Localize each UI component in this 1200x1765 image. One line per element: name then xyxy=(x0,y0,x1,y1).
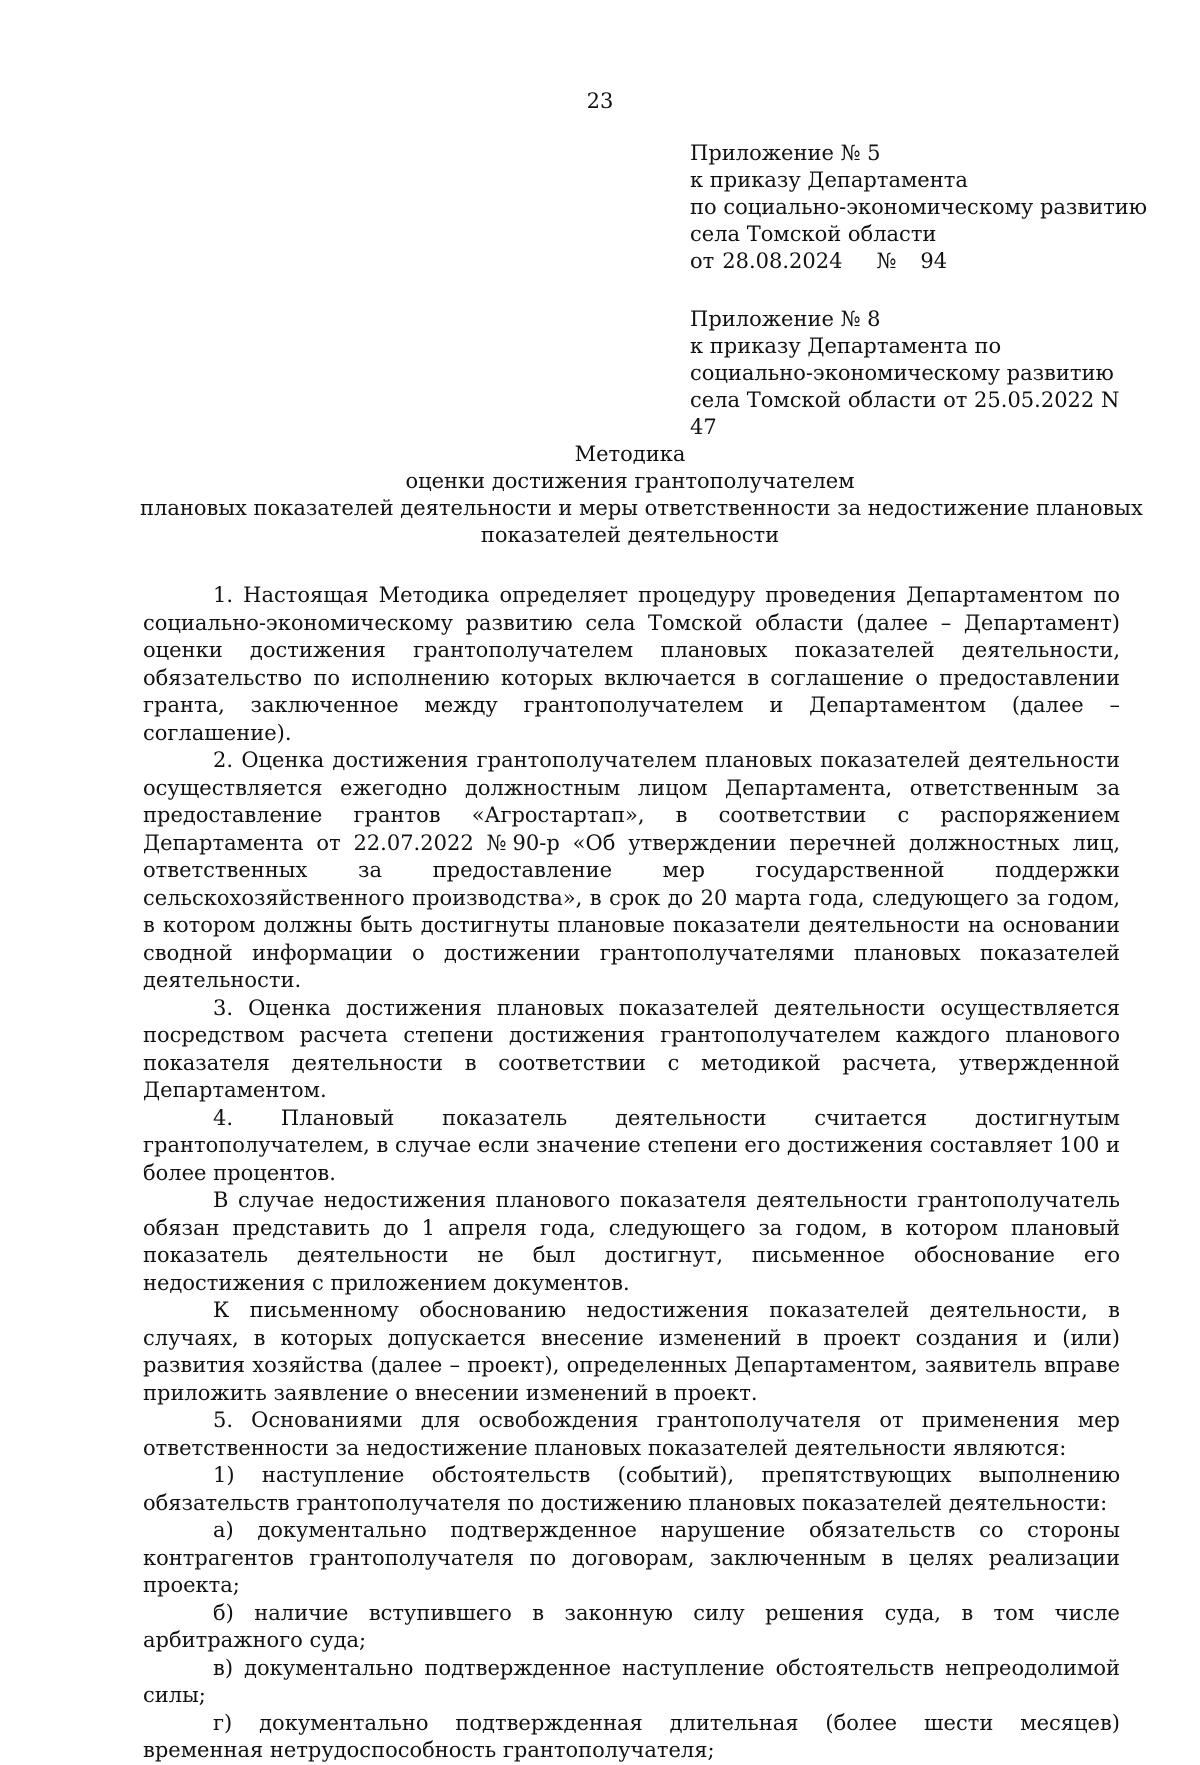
appendix-5-line: по социально-экономическому развитию xyxy=(690,195,1148,219)
title-line: оценки достижения грантополучателем xyxy=(405,469,855,493)
appendix-8-text: к приказу Департамента по социально-экономическому развитию села Томской области от 25.05.2022 N 47 xyxy=(690,334,1120,439)
appendix-5-heading: Приложение № 5 xyxy=(690,141,881,165)
paragraph: 1. Настоящая Методика определяет процедуру проведения Департаментом по социально-экономическому развитию села Томской области (далее – Департамент) оценки достижения грантополучателем плановых показателей деятельности, обязательство по исполнению которых включается в соглашение о предоставлении гранта, заключенное между грантополучателем и Департаментом (далее – соглашение). xyxy=(143,583,1120,745)
paragraph: в) документально подтвержденное наступление обстоятельств непреодолимой силы; xyxy=(143,1655,1120,1707)
appendix-5-date-line xyxy=(690,248,1130,275)
paragraph: 5. Основаниями для освобождения грантополучателя от применения мер ответственности за недостижение плановых показателей деятельности являются: xyxy=(143,1408,1120,1460)
date-prefix: от xyxy=(690,249,715,273)
document-title xyxy=(140,441,1143,549)
document-body xyxy=(143,582,1120,1765)
paragraph: В случае недостижения планового показателя деятельности грантополучатель обязан представить до 1 апреля года, следующего за годом, в котором плановый показатель деятельности не был достигнут, письменное обоснование его недостижения с приложением документов. xyxy=(143,1188,1120,1295)
title-line: показателей деятельности xyxy=(480,523,780,547)
appendix-5-line: к приказу Департамента xyxy=(690,168,968,192)
paragraph: 1) наступление обстоятельств (событий), препятствующих выполнению обязательств грантополучателя по достижению плановых показателей деятельности: xyxy=(143,1463,1120,1515)
paragraph: 4. Плановый показатель деятельности считается достигнутым грантополучателем, в случае если значение степени его достижения составляет 100 и более процентов. xyxy=(143,1105,1120,1185)
number-sign: № xyxy=(876,249,897,273)
paragraph: б) наличие вступившего в законную силу решения суда, в том числе арбитражного суда; xyxy=(143,1600,1120,1652)
paragraph: 3. Оценка достижения плановых показателей деятельности осуществляется посредством расчета степени достижения грантополучателем каждого планового показателя деятельности в соответствии с методикой расчета, утвержденной Департаментом. xyxy=(143,995,1120,1102)
title-line: Методика xyxy=(574,442,686,466)
page-number: 23 xyxy=(586,89,614,113)
appendix-5-line: села Томской области xyxy=(690,222,937,246)
order-date: 28.08.2024 xyxy=(722,249,843,273)
appendix-8-heading: Приложение № 8 xyxy=(690,307,881,331)
title-line: плановых показателей деятельности и меры ответственности за недостижение плановых xyxy=(140,496,1143,520)
appendix-8-block xyxy=(690,306,1130,441)
order-number: 94 xyxy=(920,249,948,273)
paragraph: 2. Оценка достижения грантополучателем плановых показателей деятельности осуществляется ежегодно должностным лицом Департамента, ответственным за предоставление грантов «Агростартап», в соответствии с распоряжением Департамента от 22.07.2022 №90-р «Об утверждении перечней должностных лиц, ответственных за предоставление мер государственной поддержки сельскохозяйственного производства», в срок до 20 марта года, следующего за годом, в котором должны быть достигнуты плановые показатели деятельности на основании сводной информации о достижении грантополучателями плановых показателей деятельности. xyxy=(143,748,1120,992)
appendix-5-block xyxy=(690,140,1148,275)
paragraph: К письменному обоснованию недостижения показателей деятельности, в случаях, в которых допускается внесение изменений в проект создания и (или) развития хозяйства (далее – проект), определенных Департаментом, заявитель вправе приложить заявление о внесении изменений в проект. xyxy=(143,1298,1120,1405)
paragraph: г) документально подтвержденная длительная (более шести месяцев) временная нетрудоспособность грантополучателя; xyxy=(143,1710,1120,1762)
paragraph: а) документально подтвержденное нарушение обязательств со стороны контрагентов грантополучателя по договорам, заключенным в целях реализации проекта; xyxy=(143,1518,1120,1597)
